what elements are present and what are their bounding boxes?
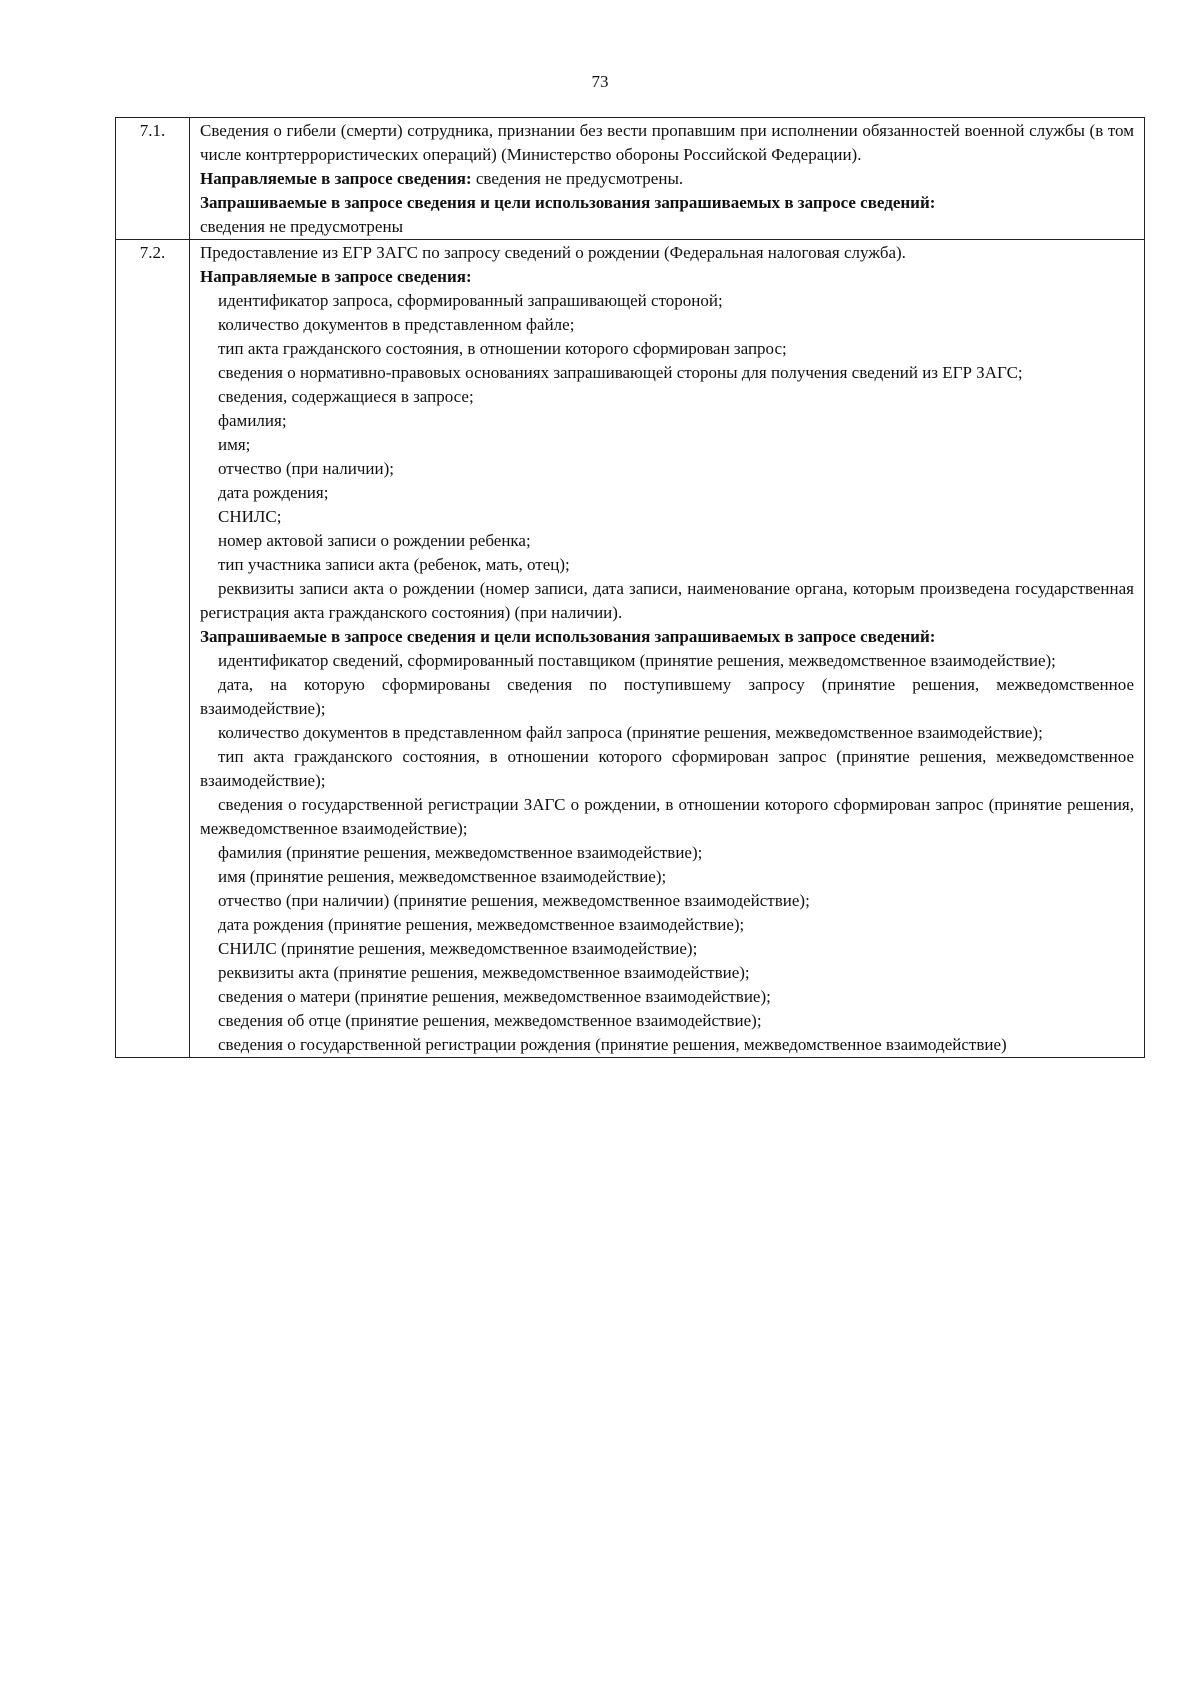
sent-value: сведения не предусмотрены.: [471, 169, 684, 188]
list-item: отчество (при наличии) (принятие решения, межведомственное взаимодействие);: [218, 891, 810, 910]
row-content: [190, 240, 1145, 1058]
requirements-table: [115, 117, 1145, 1058]
list-item: отчество (при наличии);: [218, 459, 394, 478]
list-item: количество документов в представленном файл запроса (принятие решения, межведомственное взаимодействие);: [218, 723, 1043, 742]
list-item: сведения, содержащиеся в запросе;: [218, 387, 474, 406]
list-item: сведения о нормативно-правовых основаниях запрашивающей стороны для получения сведений из ЕГР ЗАГС;: [218, 363, 1023, 382]
list-item: тип акта гражданского состояния, в отношении которого сформирован запрос (принятие решения, межведомственное взаимодействие);: [200, 747, 1134, 790]
sent-label: Направляемые в запросе сведения:: [200, 169, 472, 188]
list-item: дата рождения;: [218, 483, 329, 502]
list-item: сведения об отце (принятие решения, межведомственное взаимодействие);: [218, 1011, 762, 1030]
row-content: [190, 118, 1145, 240]
list-item: СНИЛС;: [218, 507, 282, 526]
row-number: 7.2.: [116, 240, 190, 1058]
list-item: сведения о государственной регистрации ЗАГС о рождении, в отношении которого сформирован запрос (принятие решения, межведомственное взаимодействие);: [200, 795, 1134, 838]
page-number: 73: [591, 72, 609, 91]
table-row: [116, 240, 1145, 1058]
list-item: имя (принятие решения, межведомственное взаимодействие);: [218, 867, 667, 886]
row-number: 7.1.: [116, 118, 190, 240]
sent-info: [200, 167, 1134, 191]
list-item: дата рождения (принятие решения, межведомственное взаимодействие);: [218, 915, 745, 934]
list-item: СНИЛС (принятие решения, межведомственное взаимодействие);: [218, 939, 698, 958]
list-item: идентификатор сведений, сформированный поставщиком (принятие решения, межведомственное взаимодействие);: [218, 651, 1056, 670]
list-item: тип акта гражданского состояния, в отношении которого сформирован запрос;: [218, 339, 787, 358]
list-item: сведения о государственной регистрации рождения (принятие решения, межведомственное взаимодействие): [218, 1035, 1007, 1054]
sent-label: Направляемые в запросе сведения:: [200, 267, 472, 286]
list-item: реквизиты записи акта о рождении (номер записи, дата записи, наименование органа, которым произведена государственная регистрация акта гражданского состояния) (при наличии).: [200, 579, 1134, 622]
list-item: фамилия (принятие решения, межведомственное взаимодействие);: [218, 843, 703, 862]
row-title: Предоставление из ЕГР ЗАГС по запросу сведений о рождении (Федеральная налоговая служба).: [200, 243, 906, 262]
list-item: сведения о матери (принятие решения, межведомственное взаимодействие);: [218, 987, 771, 1006]
requested-value: сведения не предусмотрены: [200, 217, 403, 236]
list-item: дата, на которую сформированы сведения по поступившему запросу (принятие решения, межведомственное взаимодействие);: [200, 675, 1134, 718]
requested-label: Запрашиваемые в запросе сведения и цели использования запрашиваемых в запросе сведений:: [200, 627, 936, 646]
row-title: Сведения о гибели (смерти) сотрудника, признании без вести пропавшим при исполнении обязанностей военной службы (в том числе контртеррористических операций) (Министерство обороны Российской Федерации).: [200, 121, 1134, 164]
requested-label: Запрашиваемые в запросе сведения и цели использования запрашиваемых в запросе сведений:: [200, 193, 936, 212]
list-item: идентификатор запроса, сформированный запрашивающей стороной;: [218, 291, 723, 310]
list-item: количество документов в представленном файле;: [218, 315, 575, 334]
list-item: тип участника записи акта (ребенок, мать, отец);: [218, 555, 570, 574]
list-item: фамилия;: [218, 411, 287, 430]
list-item: номер актовой записи о рождении ребенка;: [218, 531, 531, 550]
list-item: имя;: [218, 435, 251, 454]
list-item: реквизиты акта (принятие решения, межведомственное взаимодействие);: [218, 963, 750, 982]
table-row: [116, 118, 1145, 240]
